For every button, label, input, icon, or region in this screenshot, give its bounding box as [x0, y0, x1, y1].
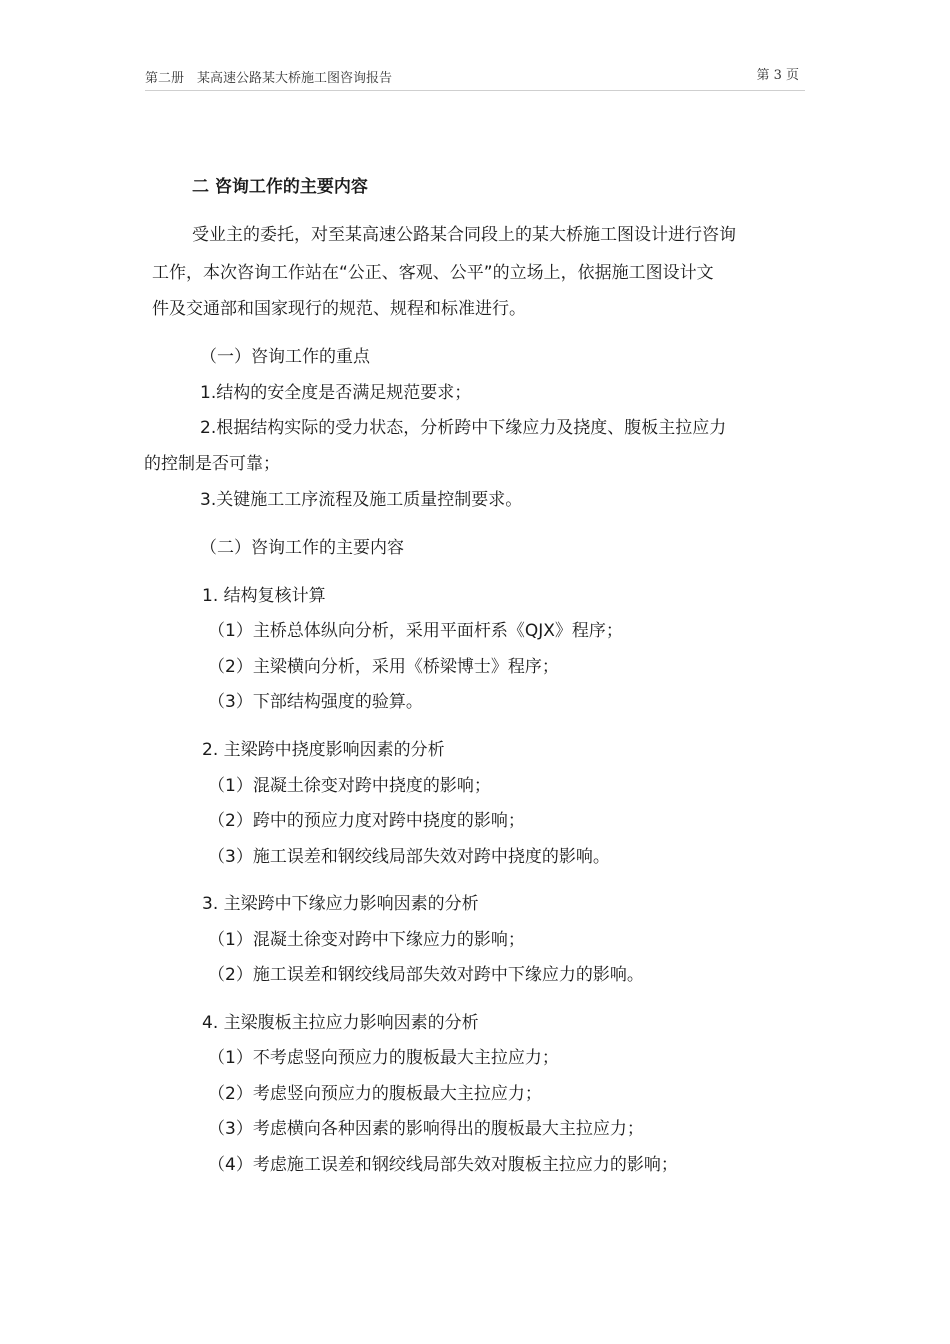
group-1-title: 1. 结构复核计算 — [202, 586, 326, 606]
page-header — [145, 64, 805, 91]
group-4-item-2: （2）考虑竖向预应力的腹板最大主拉应力； — [208, 1084, 542, 1104]
group-2-item-1: （1）混凝土徐变对跨中挠度的影响； — [208, 776, 491, 796]
group-3-title: 3. 主梁跨中下缘应力影响因素的分析 — [202, 894, 479, 914]
section-title: 二 咨询工作的主要内容 — [192, 177, 368, 197]
group-2-item-2: （2）跨中的预应力度对跨中挠度的影响； — [208, 811, 525, 831]
group-4-item-1: （1）不考虑竖向预应力的腹板最大主拉应力； — [208, 1048, 559, 1068]
focus-item-2-line-2: 的控制是否可靠； — [144, 454, 280, 474]
content-heading: （二）咨询工作的主要内容 — [200, 538, 404, 558]
intro-line-1: 受业主的委托，对至某高速公路某合同段上的某大桥施工图设计进行咨询 — [192, 225, 736, 245]
focus-heading: （一）咨询工作的重点 — [200, 347, 370, 367]
group-3-item-1: （1）混凝土徐变对跨中下缘应力的影响； — [208, 930, 525, 950]
group-2-item-3: （3）施工误差和钢绞线局部失效对跨中挠度的影响。 — [208, 847, 610, 867]
focus-item-3: 3.关键施工工序流程及施工质量控制要求。 — [200, 490, 523, 510]
intro-line-3: 件及交通部和国家现行的规范、规程和标准进行。 — [152, 299, 526, 319]
group-1-item-1: （1）主桥总体纵向分析，采用平面杆系《QJX》程序； — [208, 621, 623, 641]
page-number: 第 3 页 — [756, 68, 799, 83]
group-1-item-2: （2）主梁横向分析，采用《桥梁博士》程序； — [208, 657, 559, 677]
document-title: 第二册 某高速公路某大桥施工图咨询报告 — [145, 71, 393, 86]
group-4-item-3: （3）考虑横向各种因素的影响得出的腹板最大主拉应力； — [208, 1119, 644, 1139]
group-4-item-4: （4）考虑施工误差和钢绞线局部失效对腹板主拉应力的影响； — [208, 1155, 678, 1175]
intro-line-2: 工作，本次咨询工作站在“公正、客观、公平”的立场上，依据施工图设计文 — [152, 263, 714, 283]
focus-item-1: 1.结构的安全度是否满足规范要求； — [200, 383, 472, 403]
focus-item-2-line-1: 2.根据结构实际的受力状态，分析跨中下缘应力及挠度、腹板主拉应力 — [200, 418, 727, 438]
group-3-item-2: （2）施工误差和钢绞线局部失效对跨中下缘应力的影响。 — [208, 965, 644, 985]
group-4-title: 4. 主梁腹板主拉应力影响因素的分析 — [202, 1013, 479, 1033]
group-2-title: 2. 主梁跨中挠度影响因素的分析 — [202, 740, 445, 760]
group-1-item-3: （3）下部结构强度的验算。 — [208, 692, 423, 712]
